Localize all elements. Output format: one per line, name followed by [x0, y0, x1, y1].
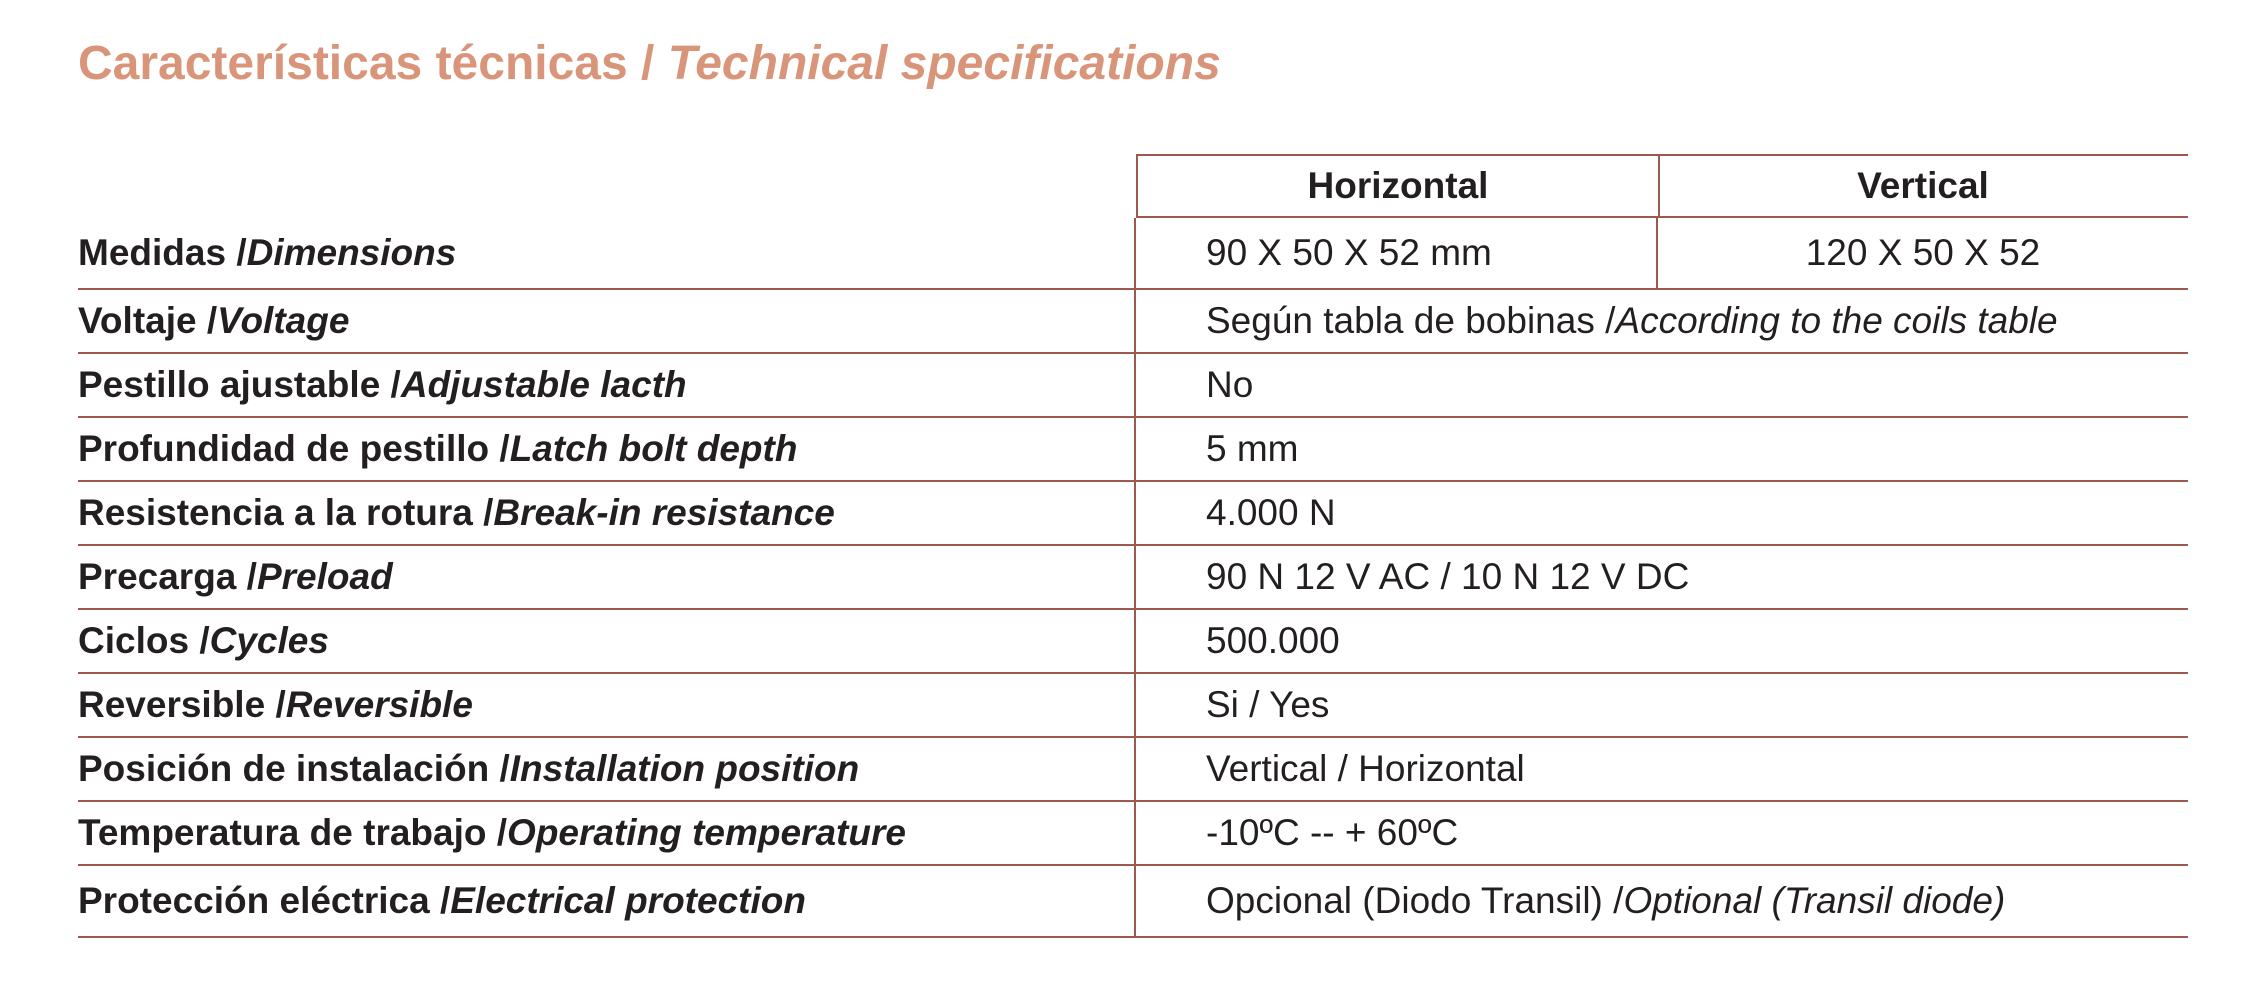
title-english: Technical specifications [667, 37, 1221, 90]
value-vertical: 120 X 50 X 52 [1805, 232, 2041, 273]
row-value [1136, 218, 2188, 288]
row-label: Temperatura de trabajo / Operating temperature [78, 802, 1136, 864]
row-value: -10ºC -- + 60ºC [1206, 812, 1459, 853]
row-label: Protección eléctrica / Electrical protection [78, 866, 1136, 936]
table-row [78, 290, 2188, 354]
row-label: Reversible / Reversible [78, 674, 1136, 736]
row-value: 90 N 12 V AC / 10 N 12 V DC [1206, 556, 1690, 597]
row-label: Resistencia a la rotura / Break-in resistance [78, 482, 1136, 544]
column-header-vertical: Vertical [1658, 154, 2188, 218]
row-value: Según tabla de bobinas / According to the coils table [1206, 300, 2058, 341]
value-horizontal: 90 X 50 X 52 mm [1136, 218, 1658, 288]
row-label: Medidas / Dimensions [78, 218, 1136, 288]
table-row [78, 738, 2188, 802]
page-title [78, 36, 1221, 91]
row-label: Posición de instalación / Installation position [78, 738, 1136, 800]
column-header-horizontal: Horizontal [1136, 154, 1660, 218]
table-row [78, 866, 2188, 938]
row-label: Ciclos / Cycles [78, 610, 1136, 672]
row-label: Profundidad de pestillo / Latch bolt depth [78, 418, 1136, 480]
row-value: Vertical / Horizontal [1206, 748, 1525, 789]
title-spanish: Características técnicas / [78, 37, 668, 90]
table-row [78, 354, 2188, 418]
table-row [78, 546, 2188, 610]
table-row [78, 610, 2188, 674]
table-row [78, 482, 2188, 546]
row-value: 4.000 N [1206, 492, 1336, 533]
table-row [78, 674, 2188, 738]
row-label: Voltaje / Voltage [78, 290, 1136, 352]
row-value: Si / Yes [1206, 684, 1330, 725]
table-row [78, 802, 2188, 866]
row-label: Pestillo ajustable / Adjustable lacth [78, 354, 1136, 416]
table-row [78, 418, 2188, 482]
row-label: Precarga / Preload [78, 546, 1136, 608]
table-row [78, 218, 2188, 290]
row-value: No [1206, 364, 1254, 405]
row-value: Opcional (Diodo Transil) / Optional (Transil diode) [1206, 880, 2006, 921]
spec-table [78, 218, 2188, 938]
row-value: 500.000 [1206, 620, 1340, 661]
row-value: 5 mm [1206, 428, 1299, 469]
